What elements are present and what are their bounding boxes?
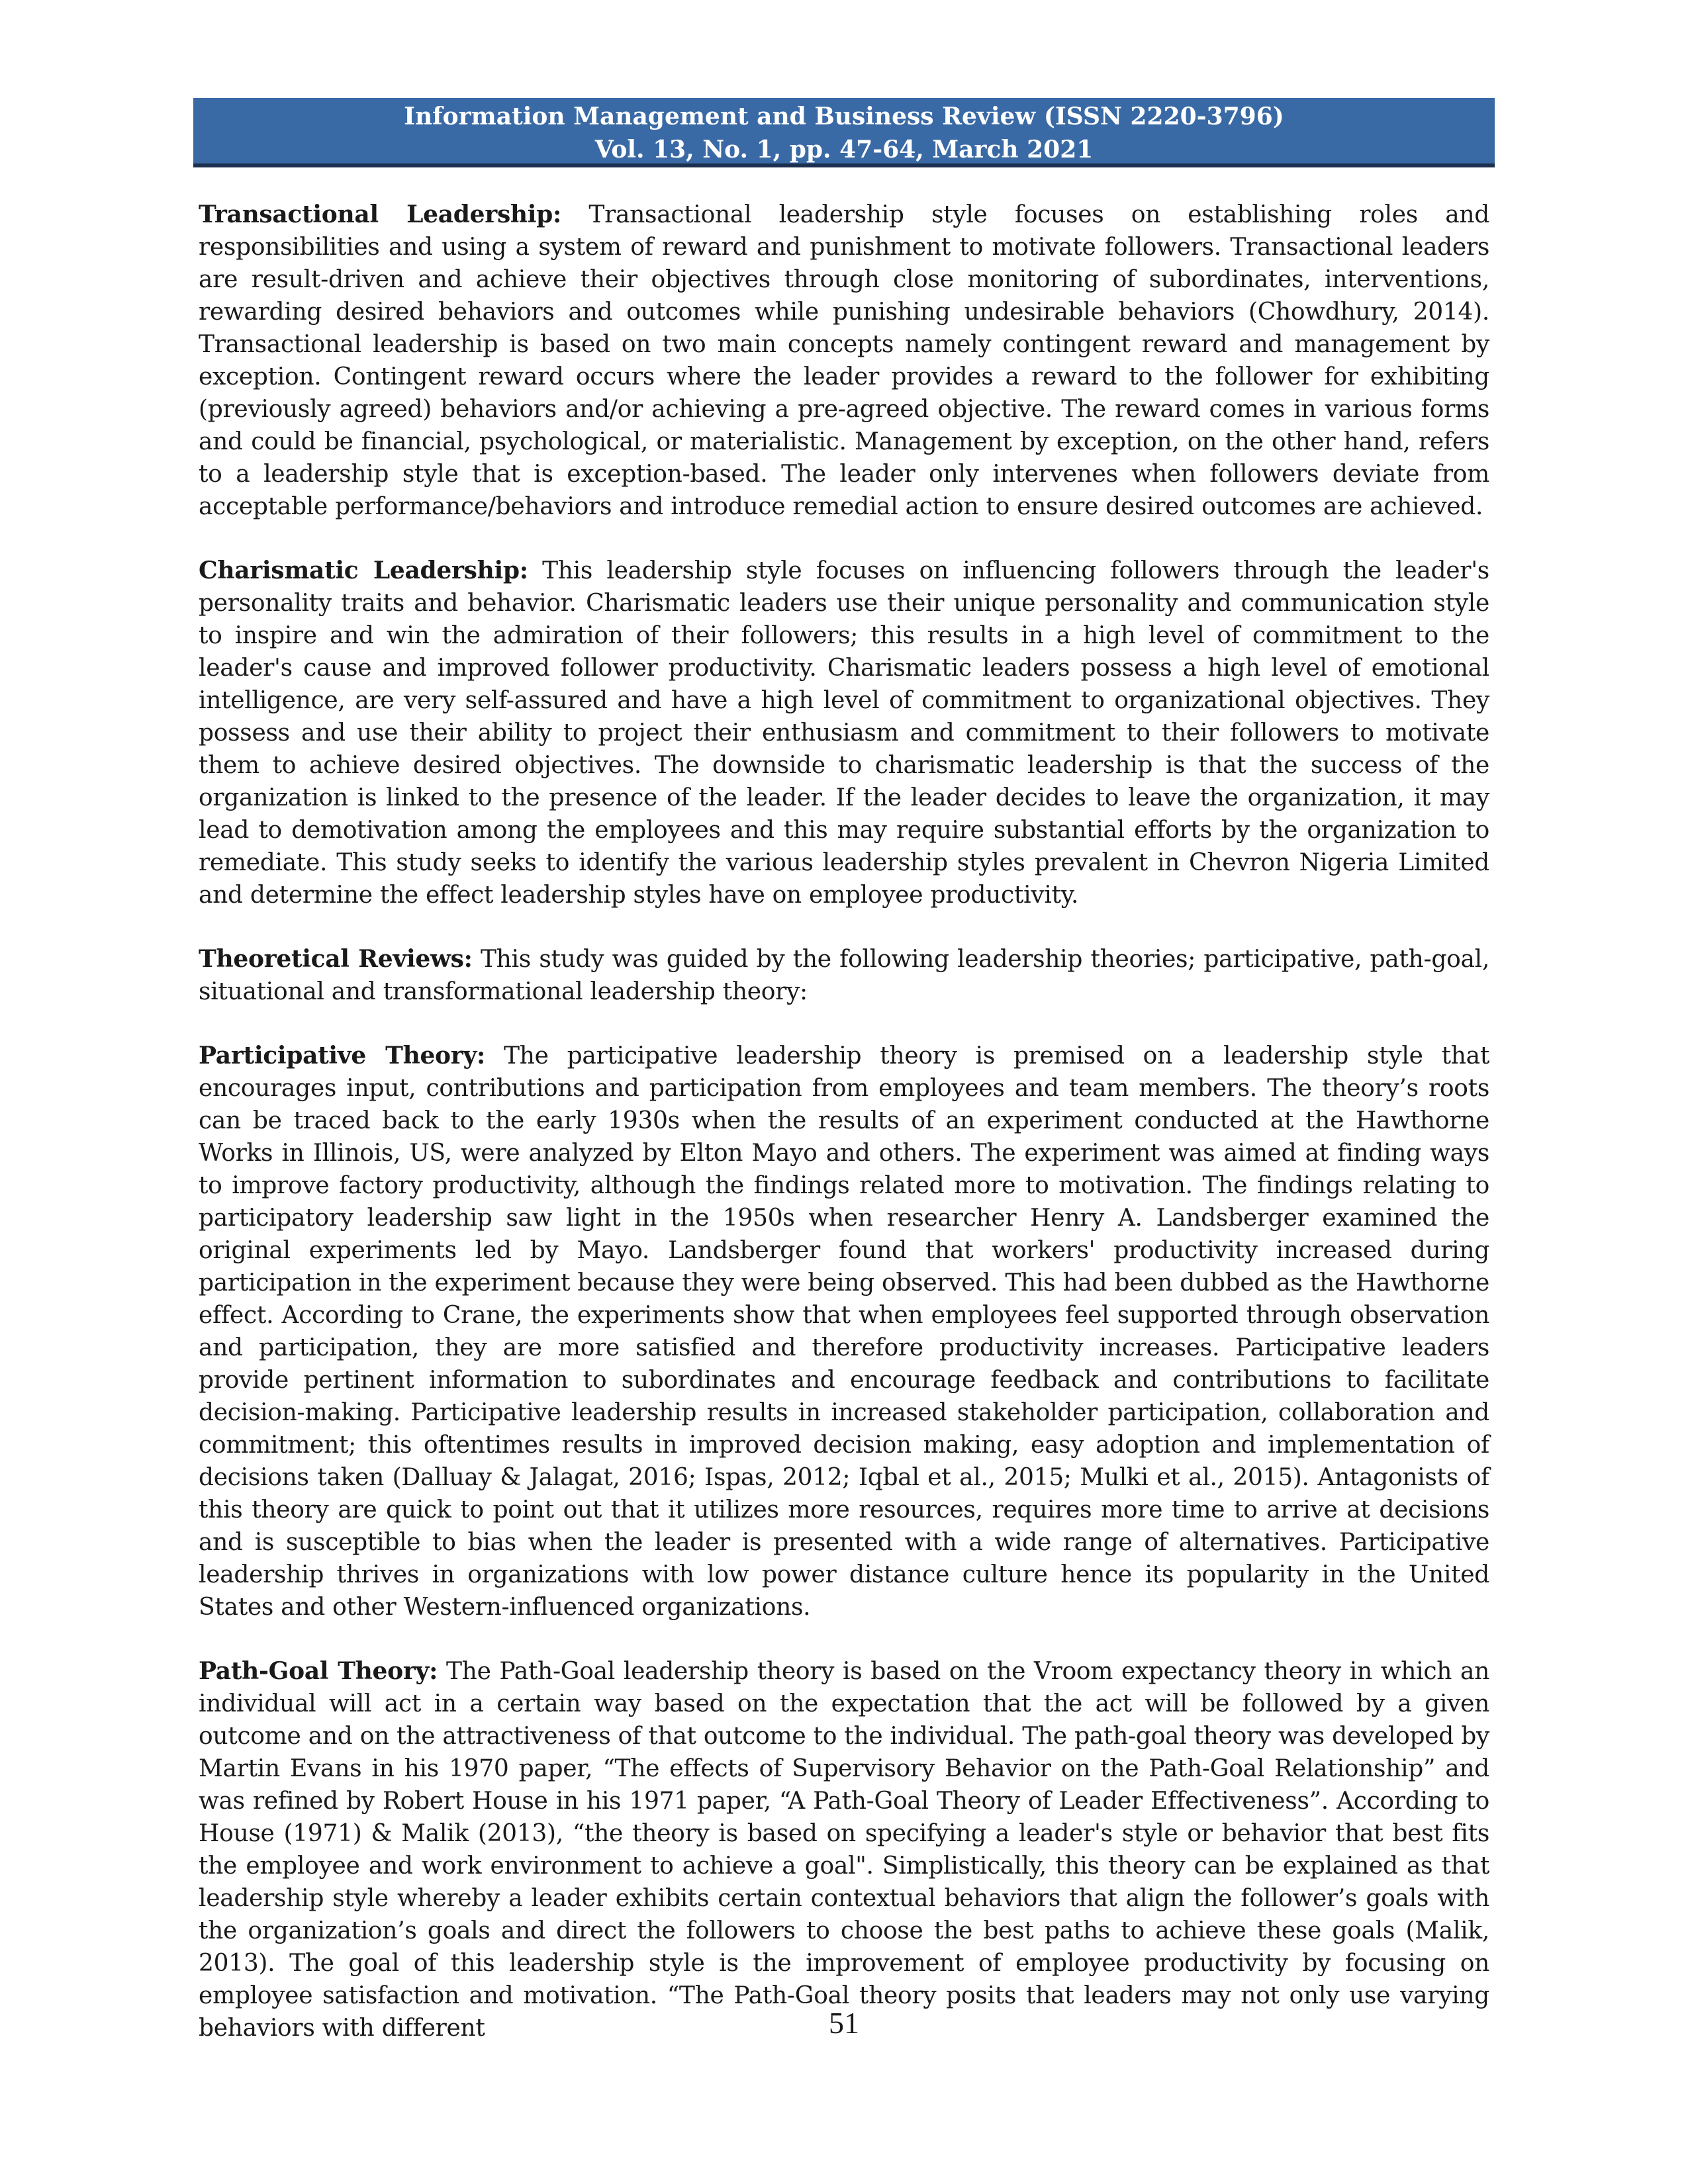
section-theoretical-reviews (199, 943, 1489, 1008)
section-text: Transactional leadership style focuses on establishing roles and responsibilities and using a system of reward and punishment to motivate followers. Transactional leaders are result-driven and achieve their objectives through close monitoring of subordinates, interventions, rewarding desired behaviors and outcomes while punishing undesirable behaviors (Chowdhury, 2014). Transactional leadership is based on two main concepts namely contingent reward and management by exception. Contingent reward occurs where the leader provides a reward to the follower for exhibiting (previously agreed) behaviors and/or achieving a pre-agreed objective. The reward comes in various forms and could be financial, psychological, or materialistic. Management by exception, on the other hand, refers to a leadership style that is exception-based. The leader only intervenes when followers deviate from acceptable performance/behaviors and introduce remedial action to ensure desired outcomes are achieved. (199, 201, 1489, 520)
section-text: This leadership style focuses on influencing followers through the leader's personality traits and behavior. Charismatic leaders use their unique personality and communication style to inspire and win the admiration of their followers; this results in a high level of commitment to the leader's cause and improved follower productivity. Charismatic leaders possess a high level of emotional intelligence, are very self-assured and have a high level of commitment to organizational objectives. They possess and use their ability to project their enthusiasm and commitment to their followers to motivate them to achieve desired objectives. The downside to charismatic leadership is that the success of the organization is linked to the presence of the leader. If the leader decides to leave the organization, it may lead to demotivation among the employees and this may require substantial efforts by the organization to remediate. This study seeks to identify the various leadership styles prevalent in Chevron Nigeria Limited and determine the effect leadership styles have on employee productivity. (199, 557, 1489, 909)
section-text: The participative leadership theory is premised on a leadership style that encourages input, contributions and participation from employees and team members. The theory’s roots can be traced back to the early 1930s when the results of an experiment conducted at the Hawthorne Works in Illinois, US, were analyzed by Elton Mayo and others. The experiment was aimed at finding ways to improve factory productivity, although the findings related more to motivation. The findings relating to participatory leadership saw light in the 1950s when researcher Henry A. Landsberger examined the original experiments led by Mayo. Landsberger found that workers' productivity increased during participation in the experiment because they were being observed. This had been dubbed as the Hawthorne effect. According to Crane, the experiments show that when employees feel supported through observation and participation, they are more satisfied and therefore productivity increases. Participative leaders provide pertinent information to subordinates and encourage feedback and contributions to facilitate decision-making. Participative leadership results in increased stakeholder participation, collaboration and commitment; this oftentimes results in improved decision making, easy adoption and implementation of decisions taken (Dalluay & Jalagat, 2016; Ispas, 2012; Iqbal et al., 2015; Mulki et al., 2015). Antagonists of this theory are quick to point out that it utilizes more resources, requires more time to arrive at decisions and is susceptible to bias when the leader is presented with a wide range of alternatives. Participative leadership thrives in organizations with low power distance culture hence its popularity in the United States and other Western-influenced organizations. (199, 1042, 1490, 1621)
page-number: 51 (829, 2006, 859, 2040)
journal-title: Information Management and Business Review (ISSN 2220-3796) (404, 103, 1284, 130)
section-heading: Transactional Leadership: (199, 201, 562, 228)
section-path-goal-theory (199, 1655, 1489, 2044)
section-text: The Path-Goal leadership theory is based on the Vroom expectancy theory in which an individual will act in a certain way based on the expectation that the act will be followed by a given outcome and on the attractiveness of that outcome to the individual. The path-goal theory was developed by Martin Evans in his 1970 paper, “The effects of Supervisory Behavior on the Path-Goal Relationship” and was refined by Robert House in his 1971 paper, “A Path-Goal Theory of Leader Effectiveness”. According to House (1971) & Malik (2013), “the theory is based on specifying a leader's style or behavior that best fits the employee and work environment to achieve a goal". Simplistically, this theory can be explained as that leadership style whereby a leader exhibits certain contextual behaviors that align the follower’s goals with the organization’s goals and direct the followers to choose the best paths to achieve these goals (Malik, 2013). The goal of this leadership style is the improvement of employee productivity by focusing on employee satisfaction and motivation. “The Path-Goal theory posits that leaders may not only use varying behaviors with different (199, 1658, 1489, 2042)
section-text: This study was guided by the following leadership theories; participative, path-goal, situational and transformational leadership theory: (199, 946, 1489, 1005)
section-charismatic-leadership (199, 555, 1489, 911)
section-heading: Participative Theory: (199, 1042, 486, 1069)
journal-header (193, 98, 1495, 167)
section-participative-theory (199, 1040, 1489, 1623)
section-heading: Path-Goal Theory: (199, 1657, 438, 1685)
article-body (199, 199, 1489, 2076)
section-transactional-leadership (199, 199, 1489, 523)
section-heading: Charismatic Leadership: (199, 557, 528, 584)
journal-volume-info: Vol. 13, No. 1, pp. 47-64, March 2021 (594, 136, 1094, 163)
section-heading: Theoretical Reviews: (199, 945, 473, 973)
